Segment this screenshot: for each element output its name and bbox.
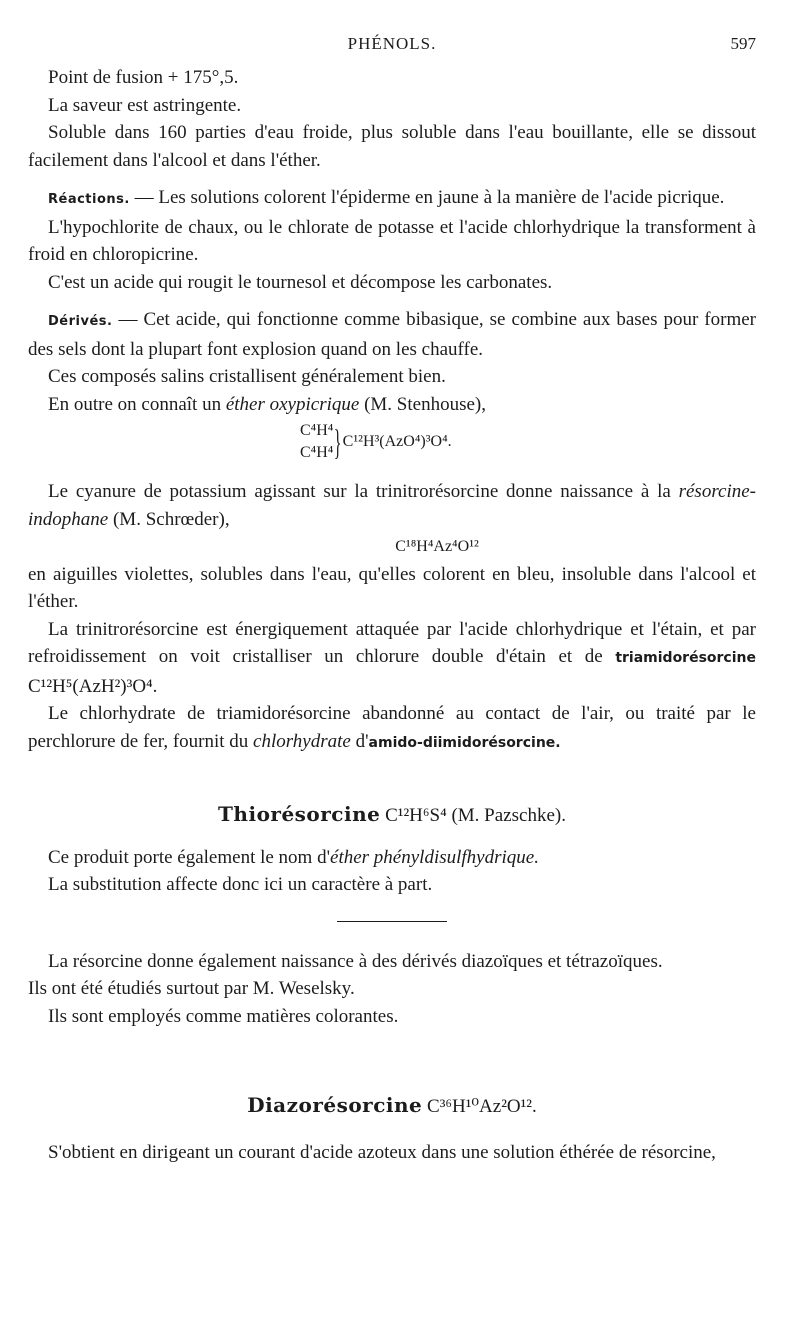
page-body bbox=[28, 64, 756, 1166]
paragraph-hypochlorite: L'hypochlorite de chaux, ou le chlorate de potasse et l'acide chlorhydrique la transforment à froid en chloropicrine. bbox=[28, 216, 756, 265]
paragraph-cyanure bbox=[28, 478, 756, 533]
cyanure-italic: résorcine-indophane bbox=[28, 481, 756, 530]
paragraph-substitution: La substitution affecte donc ici un caractère à part. bbox=[48, 874, 433, 895]
paragraph-employes: Ils sont employés comme matières colorantes. bbox=[48, 1005, 399, 1027]
reactions-text: — Les solutions colorent l'épiderme en jaune à la manière de l'acide picrique. bbox=[129, 187, 725, 208]
thio-rest: C¹²H⁶S⁴ (M. Pazschke). bbox=[380, 805, 566, 826]
cyanure-post: (M. Schrœder), bbox=[108, 508, 230, 530]
paragraph-soluble: Soluble dans 160 parties d'eau froide, plus soluble dans l'eau bouillante, elle se dissout facilement dans l'alcool et dans l'éther. bbox=[28, 122, 756, 171]
paragraph-aiguilles: en aiguilles violettes, solubles dans l'eau, qu'elles colorent en bleu, insoluble dans l'alcool et l'éther. bbox=[28, 563, 756, 612]
diazo-rest: C³⁶H¹⁰Az²O¹². bbox=[422, 1096, 537, 1117]
formula-indophane: C¹⁸H⁴Az⁴O¹² bbox=[395, 538, 479, 555]
formula-ether-bottom: C⁴H⁴ bbox=[300, 444, 334, 461]
ether-italic: éther oxypicrique bbox=[225, 393, 360, 415]
formula-ether-top: C⁴H⁴ bbox=[300, 422, 334, 439]
paragraph-chlorhydrate bbox=[28, 700, 756, 757]
brace-icon: } bbox=[334, 422, 342, 462]
paragraph-composes: Ces composés salins cristallisent généralement bien. bbox=[48, 366, 446, 387]
paragraph-saveur: La saveur est astringente. bbox=[48, 94, 242, 116]
paragraph-obtient: S'obtient en dirigeant un courant d'acide azoteux dans une solution éthérée de résorcine, bbox=[48, 1141, 716, 1163]
chlorhydrate-bold: amido-diimidorésorcine. bbox=[368, 734, 561, 751]
chlorhydrate-pre: Le chlorhydrate de triamidorésorcine abandonné au contact de l'air, ou traité par le perchlorure de fer, fournit du bbox=[28, 703, 756, 752]
derives-label: Dérivés. bbox=[48, 314, 113, 329]
page-number: 597 bbox=[730, 34, 756, 53]
formula-ether-right: C¹²H³(AzO⁴)³O⁴. bbox=[342, 433, 452, 450]
formula-ether-oxypicrique bbox=[28, 418, 756, 474]
cyanure-pre: Le cyanure de potassium agissant sur la trinitrorésorcine donne naissance à la bbox=[48, 481, 679, 502]
produit-italic: éther phényldisulfhydrique. bbox=[330, 846, 539, 868]
trinitro-formula: C¹²H⁵(AzH²)³O⁴. bbox=[28, 675, 158, 697]
chlorhydrate-italic: chlorhydrate bbox=[253, 730, 351, 752]
diazo-name: Diazorésorcine bbox=[247, 1093, 423, 1117]
paragraph-etudies: Ils ont été étudiés surtout par M. Weselsky. bbox=[28, 978, 355, 999]
thio-name: Thiorésorcine bbox=[218, 802, 381, 826]
paragraph-ether bbox=[28, 391, 756, 419]
trinitro-pre: La trinitrorésorcine est énergiquement attaquée par l'acide chlorhydrique et l'étain, et par refroidissement on voit cristalliser un chlorure double d'étain et de bbox=[28, 618, 756, 667]
trinitro-bold: triamidorésorcine bbox=[615, 650, 756, 666]
ether-post: (M. Stenhouse), bbox=[359, 393, 486, 415]
ether-pre: En outre on connaît un bbox=[48, 393, 226, 415]
running-title: PHÉNOLS. bbox=[347, 34, 437, 53]
produit-pre: Ce produit porte également le nom d' bbox=[48, 846, 331, 868]
derives-text: — Cet acide, qui fonctionne comme bibasique, se combine aux bases pour former des sels dont la plupart font explosion quand on les chauffe. bbox=[28, 309, 756, 360]
paragraph-fusion: Point de fusion + 175°,5. bbox=[48, 67, 239, 88]
running-header bbox=[28, 34, 756, 58]
paragraph-produit bbox=[28, 844, 756, 872]
paragraph-resorcine: La résorcine donne également naissance à des dérivés diazoïques et tétrazoïques. bbox=[48, 950, 663, 972]
paragraph-derives bbox=[28, 306, 756, 363]
section-title-thioresorcine bbox=[28, 801, 756, 830]
paragraph-reactions bbox=[28, 184, 756, 214]
chlorhydrate-mid: d' bbox=[350, 730, 369, 752]
paragraph-trinitro bbox=[28, 616, 756, 701]
section-divider bbox=[337, 921, 447, 922]
section-title-diazoresorcine bbox=[28, 1092, 756, 1121]
reactions-label: Réactions. bbox=[48, 192, 130, 207]
paragraph-acide: C'est un acide qui rougit le tournesol et décompose les carbonates. bbox=[48, 271, 553, 293]
